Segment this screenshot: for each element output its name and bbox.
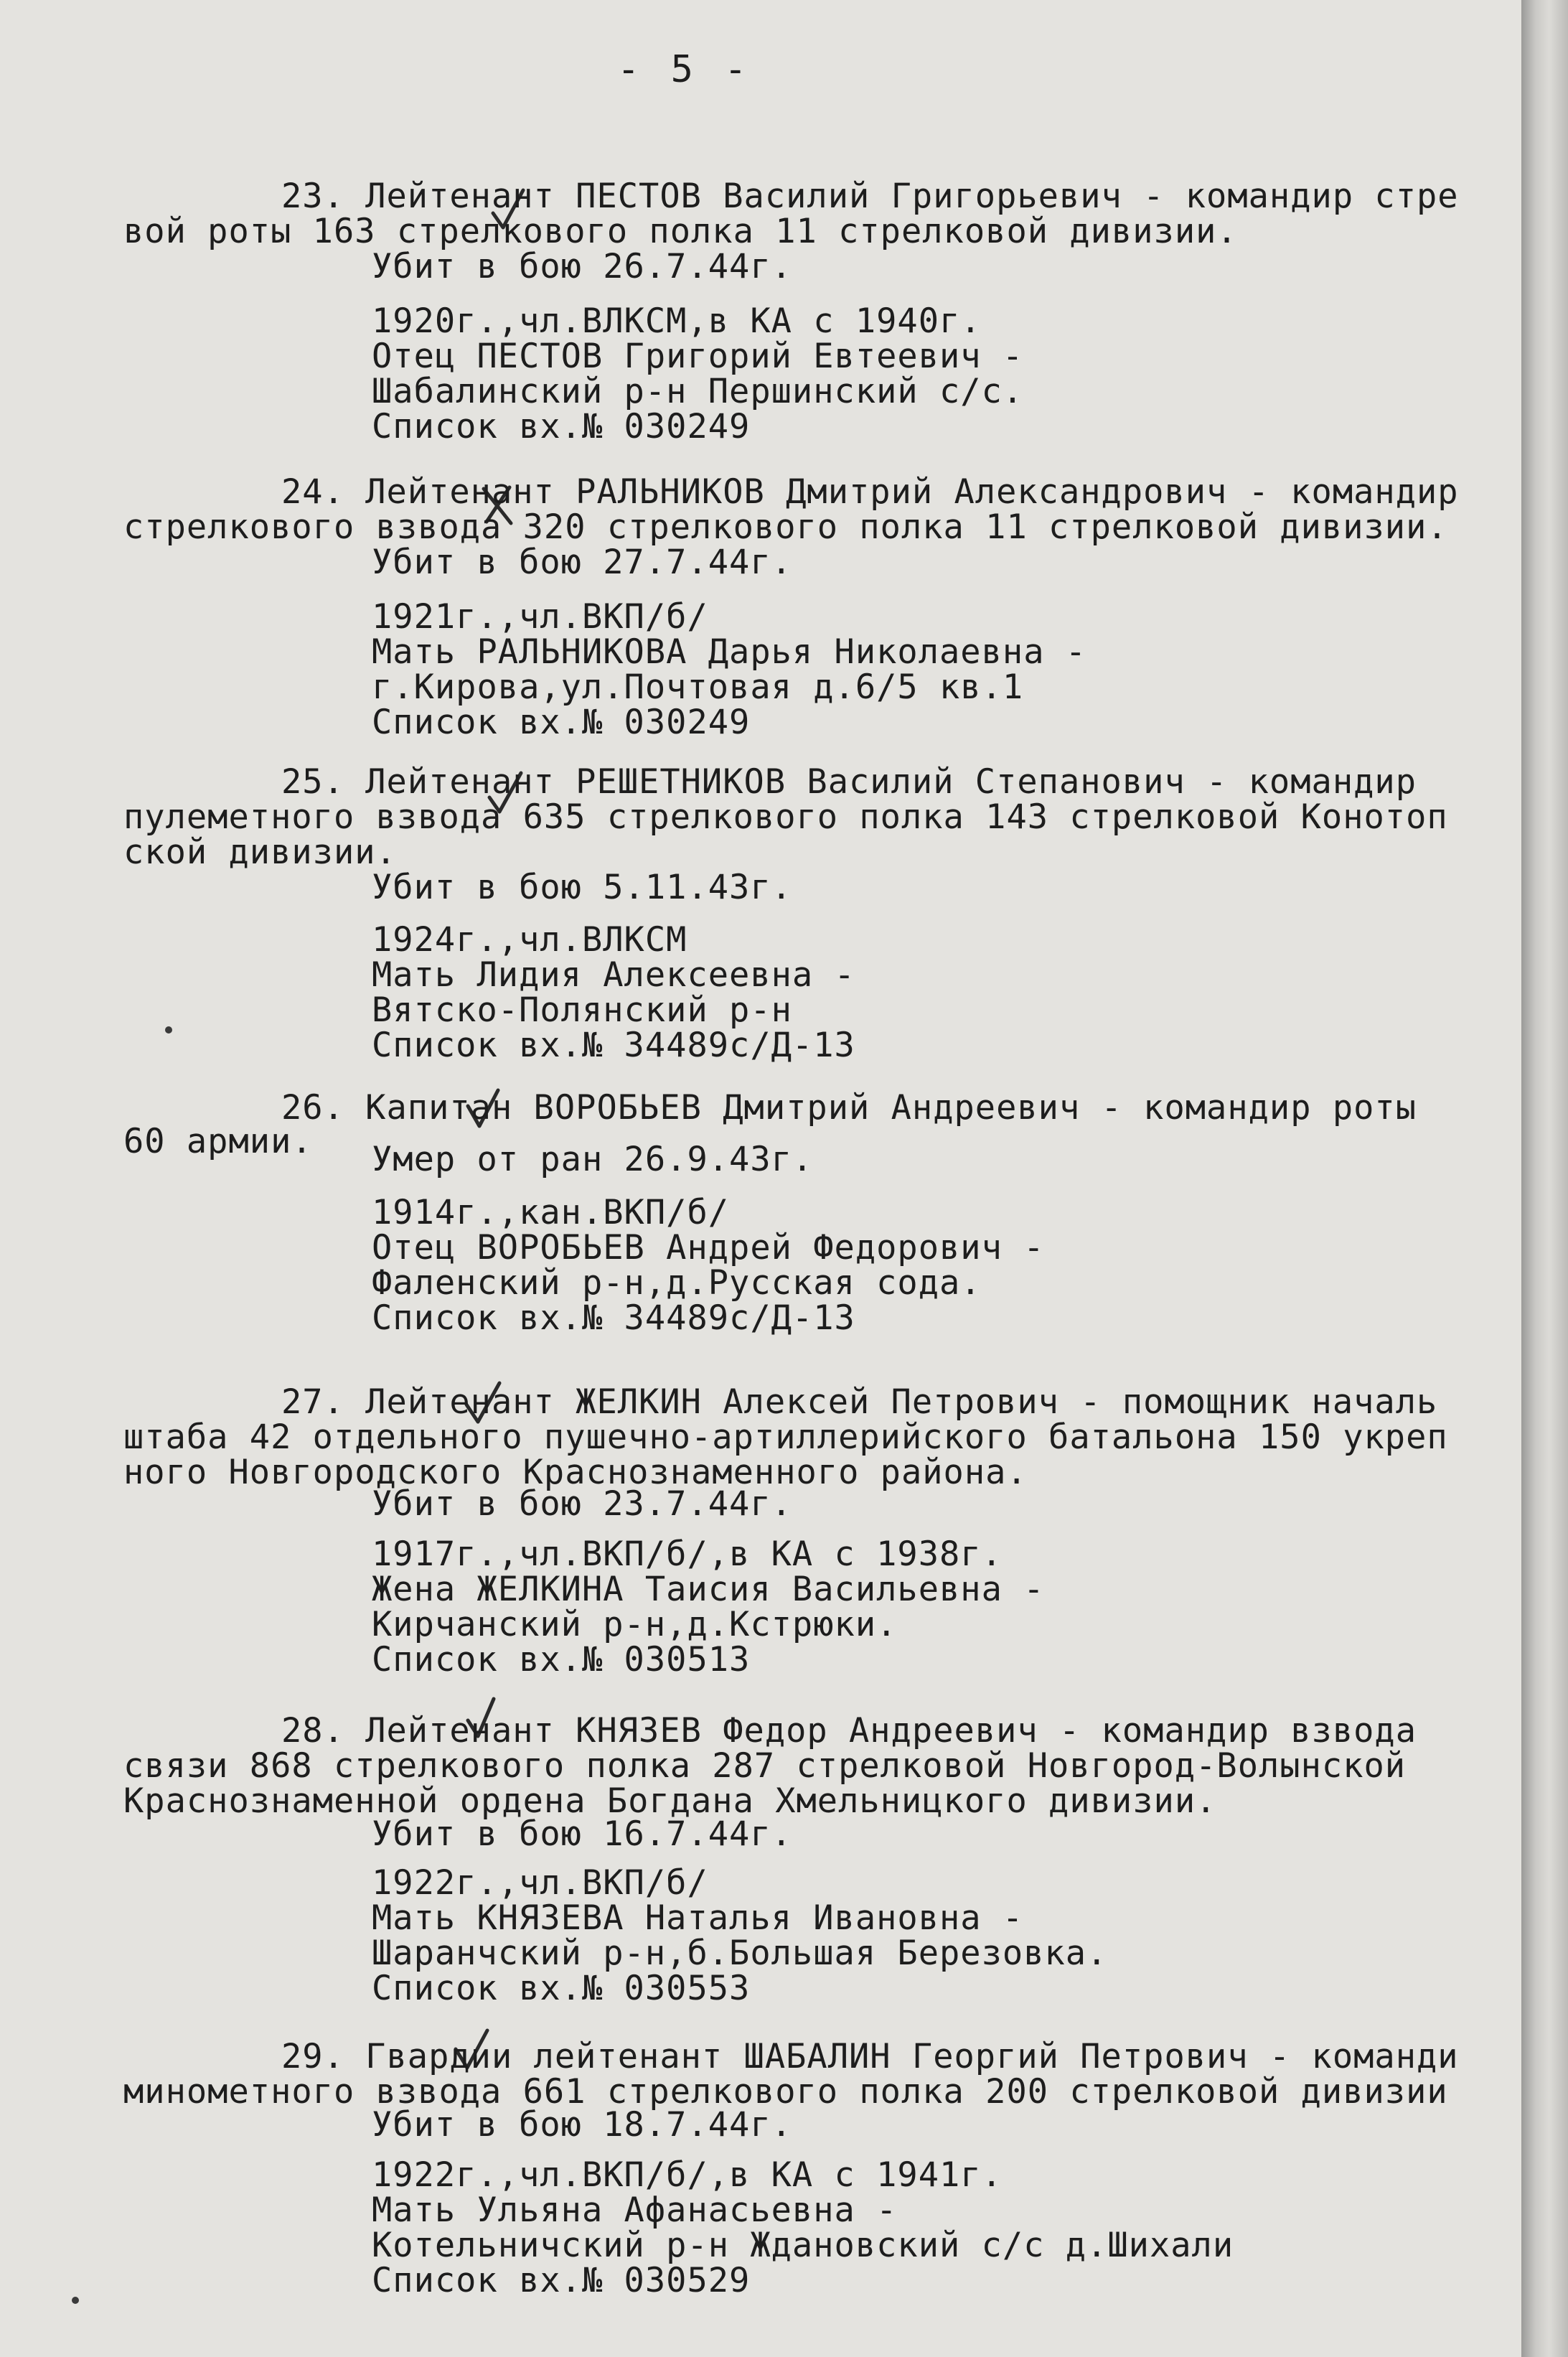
entry-detail: 1924г.,чл.ВЛКСМ [372,920,687,960]
entry-detail: Список вх.№ 030553 [372,1969,751,2008]
entry-detail: 1917г.,чл.ВКП/б/,в КА с 1938г. [372,1534,1003,1574]
entry-detail: Список вх.№ 030249 [372,703,751,742]
check-mark-icon [283,1988,327,2038]
entry-detail: Шабалинский р-н Першинский с/с. [372,372,1024,411]
entry-continuation: 60 армии. [123,1122,313,1161]
entry-heading: 24. Лейтенант РАЛЬНИКОВ Дмитрий Александрович - командир [281,472,1459,512]
entry-detail: Мать РАЛЬНИКОВА Дарья Николаевна - [372,632,1087,672]
ink-dot [165,1026,172,1034]
entry-detail: Список вх.№ 030529 [372,2261,751,2300]
entry-detail: Список вх.№ 34489с/Д-13 [372,1026,855,1065]
entry-detail: Список вх.№ 34489с/Д-13 [372,1298,855,1338]
entry-heading: 26. Капитан ВОРОБЬЕВ Дмитрий Андреевич - командир роты [281,1088,1417,1128]
entry-heading: 29. Гвардии лейтенант ШАБАЛИН Георгий Петрович - команди [281,2037,1459,2076]
entry-detail: Котельничский р-н Ждановский с/с д.Шихали [372,2226,1234,2265]
entry-continuation: стрелкового взвода 320 стрелкового полка 11 стрелковой дивизии. [123,507,1448,547]
entry-detail: Список вх.№ 030513 [372,1640,751,1679]
entry-detail: 1922г.,чл.ВКП/б/ [372,1863,708,1903]
entry-detail: Отец ВОРОБЬЕВ Андрей Федорович - [372,1228,1045,1267]
entry-continuation: минометного взвода 661 стрелкового полка 200 стрелковой дивизии [123,2072,1448,2112]
entry-detail: 1920г.,чл.ВЛКСМ,в КА с 1940г. [372,301,982,341]
entry-fate: Убит в бою 26.7.44г. [372,247,792,286]
entry-continuation: вой роты 163 стрелкового полка 11 стрелковой дивизии. [123,212,1238,251]
entry-detail: 1921г.,чл.ВКП/б/ [372,597,708,637]
entry-continuation: связи 868 стрелкового полка 287 стрелковой Новгород-Волынской [123,1746,1407,1786]
entry-detail: 1914г.,кан.ВКП/б/ [372,1193,730,1232]
entry-fate: Убит в бою 18.7.44г. [372,2105,792,2145]
entry-detail: Мать Ульяна Афанасьевна - [372,2190,898,2230]
entry-fate: Убит в бою 5.11.43г. [372,868,792,907]
entry-heading: 25. Лейтенант РЕШЕТНИКОВ Василий Степанович - командир [281,762,1417,802]
entry-detail: Шаранчский р-н,б.Большая Березовка. [372,1934,1108,1973]
entry-heading: 27. Лейтенант ЖЕЛКИН Алексей Петрович - помощник началь [281,1382,1438,1422]
entry-detail: Отец ПЕСТОВ Григорий Евтеевич - [372,337,1024,376]
page-edge-shadow [1521,0,1568,2357]
entry-detail: Список вх.№ 030249 [372,407,751,446]
page-number: - 5 - [617,48,751,91]
entry-continuation: ской дивизии. [123,833,397,872]
entry-fate: Убит в бою 16.7.44г. [372,1814,792,1854]
entry-heading: 23. Лейтенант ПЕСТОВ Василий Григорьевич - командир стре [281,177,1459,216]
entry-heading: 28. Лейтенант КНЯЗЕВ Федор Андреевич - командир взвода [281,1711,1417,1751]
entry-detail: Фаленский р-н,д.Русская сода. [372,1263,982,1303]
entry-detail: Мать КНЯЗЕВА Наталья Ивановна - [372,1898,1024,1938]
entry-detail: г.Кирова,ул.Почтовая д.6/5 кв.1 [372,667,1024,707]
entry-detail: Мать Лидия Алексеевна - [372,955,855,995]
entry-continuation: пулеметного взвода 635 стрелкового полка 143 стрелковой Конотоп [123,797,1448,837]
entry-detail: Вятско-Полянский р-н [372,990,792,1030]
entry-detail: 1922г.,чл.ВКП/б/,в КА с 1941г. [372,2155,1003,2195]
ink-dot [72,2297,79,2304]
entry-detail: Жена ЖЕЛКИНА Таисия Васильевна - [372,1570,1045,1609]
entry-fate: Убит в бою 23.7.44г. [372,1484,792,1524]
entry-fate: Умер от ран 26.9.43г. [372,1140,814,1179]
check-mark-icon [294,1658,337,1708]
entry-continuation: ного Новгородского Краснознаменного района. [123,1453,1028,1492]
entry-detail: Кирчанский р-н,д.Кстрюки. [372,1605,898,1644]
entry-continuation: штаба 42 отдельного пушечно-артиллерийского батальона 150 укреп [123,1418,1448,1457]
entry-continuation: Краснознаменной ордена Богдана Хмельницкого дивизии. [123,1781,1217,1821]
entry-fate: Убит в бою 27.7.44г. [372,543,792,582]
